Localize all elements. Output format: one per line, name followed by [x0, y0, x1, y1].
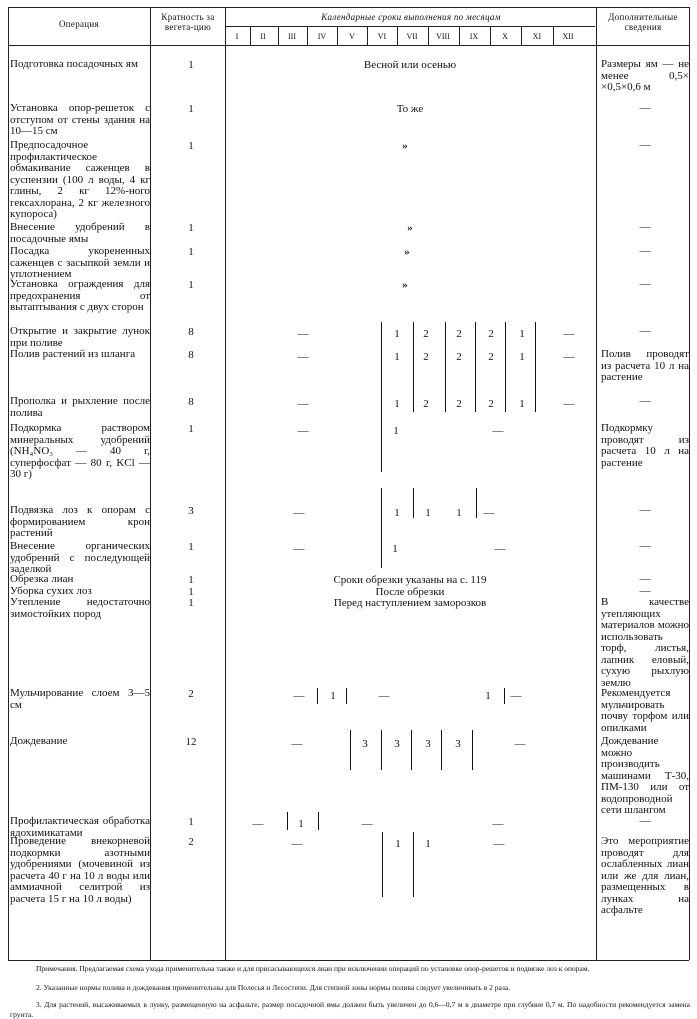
- period-marker: [381, 322, 382, 472]
- calendar-cell: 2: [456, 328, 462, 340]
- calendar-cell: 1: [519, 328, 525, 340]
- col-divider-extra: [596, 7, 597, 960]
- frequency-cell: 3: [188, 505, 194, 517]
- col-divider-operation: [150, 7, 151, 960]
- frequency-cell: 1: [188, 586, 194, 598]
- period-marker: [318, 812, 319, 830]
- operation-cell: Мульчирование слоем 3—5 см: [10, 687, 150, 711]
- month-divider: [490, 26, 491, 45]
- frequency-cell: 8: [188, 349, 194, 361]
- extra-info-cell: —: [639, 221, 651, 233]
- extra-info-cell: —: [639, 278, 651, 290]
- frequency-cell: 1: [188, 541, 194, 553]
- period-marker: [445, 322, 446, 412]
- period-marker: [350, 730, 351, 770]
- calendar-cell: 3: [362, 738, 368, 750]
- calendar-span-text: Весной или осенью: [363, 59, 457, 71]
- month-header-2: II: [260, 32, 266, 41]
- calendar-subheader-rule: [225, 26, 595, 27]
- header-frequency: Кратность за вегета-цию: [161, 12, 215, 32]
- calendar-cell: 3: [394, 738, 400, 750]
- calendar-cell: —: [293, 543, 305, 555]
- extra-info-cell: Размеры ям — не менее 0,5× ×0,5×0,6 м: [601, 58, 689, 93]
- frequency-cell: 12: [185, 736, 197, 748]
- operation-cell: Установка опор-решеток с отступом от стены здания на 10—15 см: [10, 102, 150, 137]
- calendar-cell: —: [483, 507, 495, 519]
- calendar-cell: —: [378, 690, 390, 702]
- extra-info-cell: Дождевание можно производить машинами Т-30, ПМ-130 или от водопроводной сети шлангом: [601, 735, 689, 816]
- period-marker: [475, 322, 476, 412]
- extra-info-cell: Рекомендуется мульчировать почву торфом или опилками: [601, 687, 689, 734]
- month-divider: [367, 26, 368, 45]
- calendar-cell: 1: [298, 818, 304, 830]
- month-header-4: IV: [317, 32, 327, 41]
- calendar-cell: —: [297, 328, 309, 340]
- month-divider: [553, 26, 554, 45]
- calendar-cell: 1: [394, 328, 400, 340]
- calendar-cell: 2: [488, 398, 494, 410]
- extra-info-cell: Полив проводят из расчета 10 л на растение: [601, 348, 689, 383]
- extra-info-cell: —: [639, 504, 651, 516]
- calendar-cell: 1: [456, 507, 462, 519]
- calendar-cell: —: [252, 818, 264, 830]
- operation-cell: Утепление недостаточно зимостойких пород: [10, 596, 150, 620]
- extra-info-cell: —: [639, 102, 651, 114]
- operation-cell: Подготовка посадочных ям: [10, 58, 138, 70]
- header-operation: Операция: [59, 19, 99, 29]
- calendar-cell: —: [291, 838, 303, 850]
- frequency-cell: 2: [188, 688, 194, 700]
- calendar-cell: —: [563, 398, 575, 410]
- calendar-cell: 2: [423, 351, 429, 363]
- calendar-cell: 1: [394, 398, 400, 410]
- frequency-cell: 1: [188, 816, 194, 828]
- operation-cell: Полив растений из шланга: [10, 348, 136, 360]
- col-divider-frequency: [225, 7, 226, 960]
- calendar-cell: —: [563, 328, 575, 340]
- calendar-cell: 3: [425, 738, 431, 750]
- calendar-span-text: Сроки обрезки указаны на с. 119: [333, 574, 487, 586]
- period-marker: [441, 730, 442, 770]
- calendar-cell: 1: [392, 543, 398, 555]
- table-top-rule: [8, 7, 689, 8]
- month-divider: [307, 26, 308, 45]
- period-marker: [472, 730, 473, 770]
- frequency-cell: 1: [188, 222, 194, 234]
- calendar-span-text: После обрезки: [375, 586, 445, 598]
- calendar-cell: 1: [485, 690, 491, 702]
- frequency-cell: 8: [188, 326, 194, 338]
- period-marker: [411, 730, 412, 770]
- calendar-cell: —: [297, 398, 309, 410]
- operation-cell: Профилактическая обработка ядохимикатами: [10, 815, 150, 839]
- note-1: Примечания. Предлагаемая схема ухода применительна также и для присасывающихся лиан при исключении операций по установке опор-решеток и подвязке лоз к опорам.: [36, 964, 590, 973]
- frequency-cell: 8: [188, 396, 194, 408]
- extra-info-cell: —: [639, 325, 651, 337]
- note-2: 2. Указанные нормы полива и дождевания применительны для Полесья и Лесостепи. Для степной зоны нормы полива следует увеличивать в 2 раза.: [36, 983, 511, 992]
- period-marker: [317, 688, 318, 704]
- operation-cell: Установка ограждения для предохранения от вытаптывания с двух сторон: [10, 278, 150, 313]
- calendar-cell: —: [293, 690, 305, 702]
- period-marker: [413, 832, 414, 897]
- extra-info-cell: —: [639, 395, 651, 407]
- header-bottom-rule: [8, 45, 689, 46]
- frequency-cell: 1: [188, 140, 194, 152]
- calendar-cell: —: [492, 818, 504, 830]
- month-divider: [428, 26, 429, 45]
- extra-info-cell: —: [639, 245, 651, 257]
- frequency-cell: 1: [188, 246, 194, 258]
- calendar-cell: —: [492, 425, 504, 437]
- outer-right-border: [689, 7, 690, 960]
- month-divider: [459, 26, 460, 45]
- operation-cell: Предпосадочное профилактическое обмакивание саженцев в суспензии (100 л воды, 4 кг глины, 2 кг 12%-ного гексахлорана, 2 кг железного купороса): [10, 139, 150, 220]
- calendar-cell: —: [493, 838, 505, 850]
- month-header-11: XI: [532, 32, 542, 41]
- calendar-cell: —: [293, 507, 305, 519]
- month-divider: [521, 26, 522, 45]
- header-calendar: Календарные сроки выполнения по месяцам: [321, 12, 501, 22]
- period-marker: [287, 812, 288, 830]
- calendar-span-text: »: [402, 279, 408, 291]
- calendar-cell: —: [563, 351, 575, 363]
- frequency-cell: 2: [188, 836, 194, 848]
- month-header-3: III: [288, 32, 296, 41]
- calendar-cell: —: [291, 738, 303, 750]
- calendar-cell: —: [361, 818, 373, 830]
- operation-cell: Подвязка лоз к опорам с формированием крон растений: [10, 504, 150, 539]
- calendar-span-text: »: [407, 222, 413, 234]
- calendar-cell: 2: [456, 351, 462, 363]
- month-divider: [337, 26, 338, 45]
- period-marker: [381, 730, 382, 770]
- period-marker: [535, 322, 536, 412]
- extra-info-cell: В качестве утепляющих материалов можно использовать торф, листья, лапник еловый, сухую рыхлую землю: [601, 596, 689, 689]
- month-divider: [397, 26, 398, 45]
- extra-info-cell: Подкормку проводят из расчета 10 л на растение: [601, 422, 689, 469]
- calendar-cell: 2: [488, 328, 494, 340]
- calendar-cell: 1: [330, 690, 336, 702]
- extra-info-cell: —: [639, 540, 651, 552]
- calendar-cell: 1: [395, 838, 401, 850]
- period-marker: [504, 688, 505, 704]
- calendar-span-text: То же: [396, 103, 424, 115]
- calendar-span-text: Перед наступлением заморозков: [333, 597, 487, 609]
- period-marker: [505, 322, 506, 412]
- month-header-6: VI: [377, 32, 387, 41]
- calendar-cell: 1: [425, 507, 431, 519]
- period-marker: [413, 322, 414, 412]
- calendar-cell: 3: [455, 738, 461, 750]
- outer-left-border: [8, 7, 9, 960]
- operation-cell: Внесение удобрений в посадочные ямы: [10, 221, 150, 245]
- header-extra: Дополнительные сведения: [608, 12, 678, 32]
- operation-cell: Посадка укорененных саженцев с засыпкой земли и уплотнением: [10, 245, 150, 280]
- calendar-span-text: »: [404, 246, 410, 258]
- note-3: 3. Для растений, высаживаемых в лунку, размещенную на асфальте, размер посадочной ямы должен быть увеличен до 0,6—0,7 м в диаметре при глубине 0,7 м. По надобности рекомендуется замена грунта.: [10, 1000, 690, 1019]
- calendar-cell: 2: [423, 328, 429, 340]
- calendar-cell: 1: [425, 838, 431, 850]
- month-header-10: X: [502, 32, 508, 41]
- table-bottom-rule: [8, 960, 689, 961]
- operation-cell: Прополка и рыхление после полива: [10, 395, 150, 419]
- operation-cell: Обрезка лиан: [10, 573, 74, 585]
- calendar-cell: 2: [423, 398, 429, 410]
- frequency-cell: 1: [188, 423, 194, 435]
- frequency-cell: 1: [188, 574, 194, 586]
- extra-info-cell: Это мероприятие проводят для ослабленных лиан или же для лиан, размещенных в лунках на асфальте: [601, 835, 689, 916]
- operation-cell: Дождевание: [10, 735, 68, 747]
- frequency-cell: 1: [188, 597, 194, 609]
- month-header-1: I: [235, 32, 239, 41]
- period-marker: [413, 488, 414, 518]
- extra-info-cell: —: [639, 815, 651, 827]
- month-header-7: VII: [406, 32, 418, 41]
- month-header-8: VIII: [436, 32, 450, 41]
- extra-info-cell: —: [639, 139, 651, 151]
- calendar-cell: 1: [393, 425, 399, 437]
- month-header-5: V: [349, 32, 355, 41]
- month-divider: [278, 26, 279, 45]
- calendar-cell: —: [297, 351, 309, 363]
- frequency-cell: 1: [188, 103, 194, 115]
- calendar-cell: —: [297, 425, 309, 437]
- operation-cell: Подкормка раствором минеральных удобрений (NH₄NO₃ — 40 г, суперфосфат — 80 г, KCl — 30 г): [10, 422, 150, 480]
- calendar-cell: 2: [488, 351, 494, 363]
- frequency-cell: 1: [188, 279, 194, 291]
- operation-cell: Уборка сухих лоз: [10, 585, 92, 597]
- calendar-cell: 1: [394, 507, 400, 519]
- calendar-cell: 1: [519, 351, 525, 363]
- operation-cell: Проведение внекорневой подкормки азотными удобрениями (мочевиной из расчета 40 г на 10 л воды или аммиачной селитрой из расчета 15 г на 10 л воды): [10, 835, 150, 905]
- frequency-cell: 1: [188, 59, 194, 71]
- month-header-12: XII: [562, 32, 574, 41]
- calendar-span-text: »: [402, 140, 408, 152]
- period-marker: [476, 488, 477, 518]
- calendar-cell: 1: [519, 398, 525, 410]
- month-header-9: IX: [469, 32, 479, 41]
- calendar-cell: —: [510, 690, 522, 702]
- period-marker: [381, 488, 382, 568]
- calendar-cell: 2: [456, 398, 462, 410]
- extra-info-cell: —: [639, 585, 651, 597]
- calendar-cell: —: [514, 738, 526, 750]
- period-marker: [382, 832, 383, 897]
- calendar-cell: —: [494, 543, 506, 555]
- extra-info-cell: —: [639, 573, 651, 585]
- period-marker: [346, 688, 347, 704]
- calendar-cell: 1: [394, 351, 400, 363]
- operation-cell: Открытие и закрытие лунок при поливе: [10, 325, 150, 349]
- operation-cell: Внесение органических удобрений с последующей заделкой: [10, 540, 150, 575]
